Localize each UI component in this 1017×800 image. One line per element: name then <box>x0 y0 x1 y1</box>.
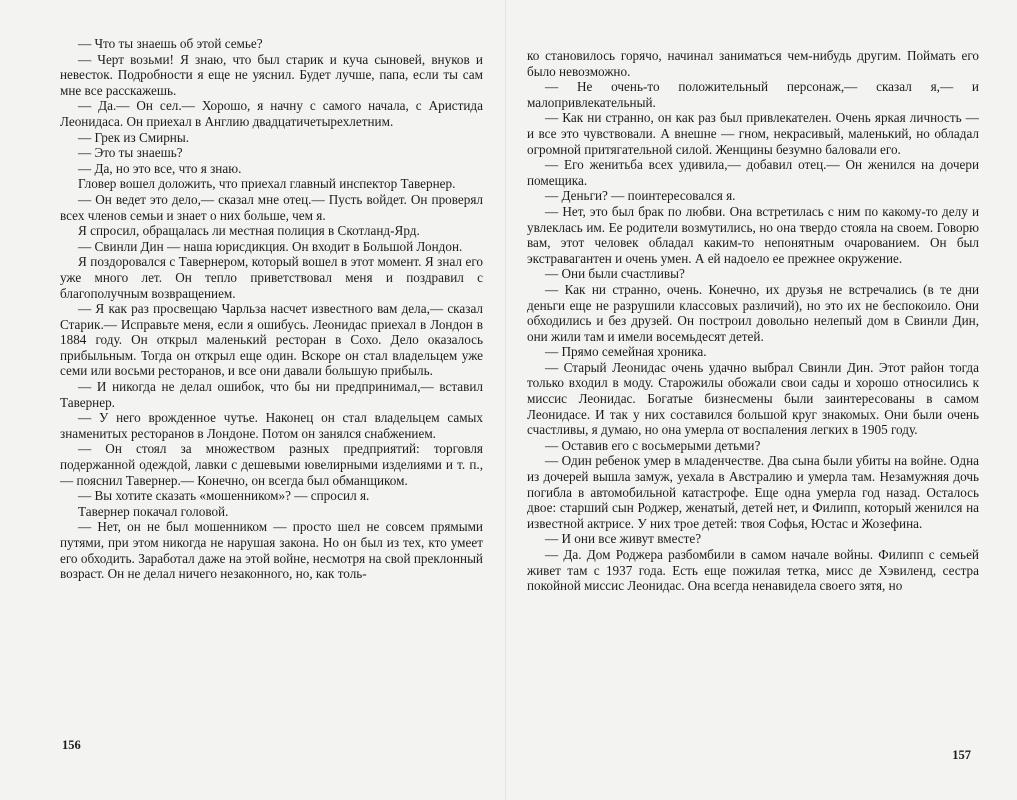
paragraph: — Нет, он не был мошенником — просто шел не совсем прямыми путями, при этом никогда не нарушая закона. Но он был из тех, кто умеет его обходить. Заработал даже на этой войне, несмотря на свой преклонный возраст. Он не делал ничего незаконного, но, как толь- <box>60 519 483 582</box>
paragraph: — Как ни странно, он как раз был привлекателен. Очень яркая личность — и все это чувствовали. А внешне — гном, некрасивый, маленький, но обладал огромной притягательной силой. Женщины безумно баловали его. <box>527 110 979 157</box>
right-page <box>505 0 1017 800</box>
paragraph: — У него врожденное чутье. Наконец он стал владельцем самых знаменитых ресторанов в Лондоне. Потом он занялся снабжением. <box>60 410 483 441</box>
paragraph: — И они все живут вместе? <box>545 531 702 547</box>
paragraph: Гловер вошел доложить, что приехал главный инспектор Тавернер. <box>78 176 456 192</box>
paragraph: — Вы хотите сказать «мошенником»? — спросил я. <box>78 488 370 504</box>
paragraph: — Он стоял за множеством разных предприятий: торговля подержанной одеждой, лавки с дешевыми ювелирными изделиями и т. п.,— пояснил Тавернер.— Конечно, он всегда был обманщиком. <box>60 441 483 488</box>
paragraph: — Это ты знаешь? <box>78 145 183 161</box>
paragraph: — Да. Дом Роджера разбомбили в самом начале войны. Филипп с семьей живет там с 1937 года. Есть еще пожилая тетка, мисс де Хэвиленд, сестра покойной миссис Леонидас. Она всегда ненавидела своего зятя, но <box>527 547 979 594</box>
right-page-number: 157 <box>952 748 971 762</box>
left-page-text <box>60 36 483 582</box>
right-page-text <box>527 48 979 594</box>
paragraph: — Нет, это был брак по любви. Она встретилась с ним по какому-то делу и увлеклась им. Ее родители возмутились, но она твердо стояла на своем. Говорю вам, этот человек обладал каким-то непонятным очарованием. Он был экстравагантен и очень умен. А ей надоело ее прежнее окружение. <box>527 203 979 266</box>
paragraph: — Я как раз просвещаю Чарльза насчет известного вам дела,— сказал Старик.— Исправьте меня, если я ошибусь. Леонидас приехал в Лондон в 1884 году. Он открыл маленький ресторан в Сохо. Дело оказалось прибыльным. Тогда он открыл еще один. Вскоре он стал владельцем уже семи или восьми ресторанов, и все они давали большую прибыль. <box>60 301 483 379</box>
paragraph: — Что ты знаешь об этой семье? <box>78 36 263 51</box>
paragraph: — Прямо семейная хроника. <box>545 344 707 360</box>
paragraph: — Черт возьми! Я знаю, что был старик и куча сыновей, внуков и невесток. Подробности я еще не уяснил. Будет лучше, папа, если ты сам мне все расскажешь. <box>60 51 483 98</box>
paragraph: — Они были счастливы? <box>545 266 685 282</box>
paragraph: ко становилось горячо, начинал заниматься чем-нибудь другим. Поймать его было невозможно. <box>527 48 979 79</box>
paragraph: — Свинли Дин — наша юрисдикция. Он входит в Большой Лондон. <box>78 238 463 254</box>
left-page <box>0 0 505 800</box>
paragraph: — Да.— Он сел.— Хорошо, я начну с самого начала, с Аристида Леонидаса. Он приехал в Англию двадцатичетырехлетним. <box>60 98 483 129</box>
paragraph: — Оставив его с восьмерыми детьми? <box>545 437 761 453</box>
paragraph: — Старый Леонидас очень удачно выбрал Свинли Дин. Этот район тогда только входил в моду. Старожилы обожали свои сады и хорошо относились к миссис Леонидас. Богатые бизнесмены были заинтересованы в самом Леонидасе. И так у них составился большой круг знакомых. Они были очень счастливы, я думаю, но она умерла от воспаления легких в 1905 году. <box>527 359 979 438</box>
paragraph: — И никогда не делал ошибок, что бы ни предпринимал,— вставил Тавернер. <box>60 379 483 410</box>
paragraph: — Как ни странно, очень. Конечно, их друзья не встречались (в те дни деньги еще не разрушили классовых различий), но это их не беспокоило. Они обходились и без друзей. Он построил довольно нелепый дом в Свинли Дин, они жили там и имели восемьдесят детей. <box>527 281 979 344</box>
paragraph: — Да, но это все, что я знаю. <box>78 160 242 176</box>
paragraph: Я спросил, обращалась ли местная полиция в Скотланд-Ярд. <box>78 223 420 239</box>
paragraph: — Деньги? — поинтересовался я. <box>545 188 736 204</box>
paragraph: — Один ребенок умер в младенчестве. Два сына были убиты на войне. Одна из дочерей вышла замуж, уехала в Австралию и умерла там. Незамужняя дочь погибла в автомобильной катастрофе. Еще одна умерла год назад. Осталось двое: старший сын Роджер, женатый, детей нет, и Филипп, который женился на известной актрисе. У них трое детей: твоя Софья, Юстас и Жозефина. <box>527 453 979 531</box>
paragraph: — Его женитьба всех удивила,— добавил отец.— Он женился на дочери помещика. <box>527 157 979 188</box>
paragraph: — Не очень-то положительный персонаж,— сказал я,— и малопривлекательный. <box>527 79 979 110</box>
paragraph: — Грек из Смирны. <box>78 129 189 145</box>
paragraph: Тавернер покачал головой. <box>78 503 229 519</box>
left-page-number: 156 <box>62 738 81 752</box>
paragraph: Я поздоровался с Тавернером, который вошел в этот момент. Я знал его уже много лет. Он тепло приветствовал меня и поздравил с благополучным возвращением. <box>60 254 483 301</box>
paragraph: — Он ведет это дело,— сказал мне отец.— Пусть войдет. Он проверял всех членов семьи и знает о них больше, чем я. <box>60 191 483 223</box>
